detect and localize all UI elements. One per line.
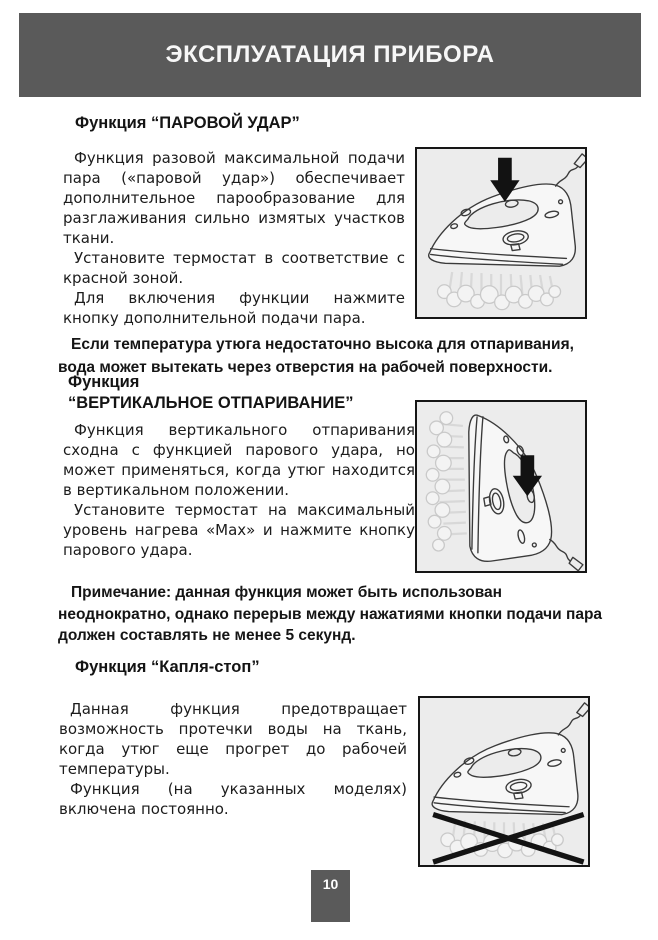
paragraph: Функция вертикального отпаривания сходна с функцией парового удара, но может применяться, когда утюг находится в вертикальном положении. (63, 421, 415, 499)
section-heading-vertical-steam (68, 372, 353, 414)
figure-drip-stop (418, 696, 590, 867)
figure-steam-burst (415, 147, 587, 319)
iron-line-art (432, 703, 588, 815)
paragraph: Данная функция предотвращает возможность протечки воды на ткань, когда утюг еще прогрет до рабочей температуры. (59, 700, 407, 778)
heading-line: “ВЕРТИКАЛЬНОЕ ОТПАРИВАНИЕ” (68, 394, 354, 412)
iron-steam-jet-down-arrow-icon (417, 149, 585, 317)
note-text: Примечание: данная функция может быть использован неоднократно, однако перерыв между нажатиями кнопки подачи пара должен составлять не менее 5 секунд. (58, 584, 603, 644)
steam-clouds (438, 285, 561, 310)
steam-clouds (426, 412, 452, 551)
paragraph: Функция разовой максимальной подачи пара («паровой удар») обеспечивает дополнительное парообразование для разглаживания сильно измятых участков ткани. (63, 149, 405, 247)
vertical-iron-steam-left-down-arrow-icon (417, 402, 585, 571)
warning-text: Если температура утюга недостаточно высока для отпаривания, вода может вытекать через отверстия на рабочей поверхности. (58, 336, 574, 376)
section-heading-drip-stop: Функция “Капля-стоп” (75, 658, 260, 676)
heading-line: Функция (68, 373, 140, 391)
iron-crossed-out-steam-icon (420, 698, 588, 865)
paragraph: Установите термостат в соответствие с красной зоной. (63, 249, 405, 287)
drip-stop-text (59, 699, 407, 819)
page-number: 10 (322, 876, 339, 892)
section-heading-steam-burst: Функция “ПАРОВОЙ УДАР” (75, 114, 300, 132)
paragraph: Функция (на указанных моделях) включена постоянно. (59, 780, 407, 818)
page-title: ЭКСПЛУАТАЦИЯ ПРИБОРА (165, 41, 495, 68)
page-number-badge (311, 870, 350, 922)
page-header-banner (19, 13, 641, 97)
steam-burst-text (63, 148, 405, 328)
paragraph: Установите термостат на максимальный уровень нагрева «Max» и нажмите кнопку парового удара. (63, 501, 415, 559)
paragraph: Для включения функции нажмите кнопку дополнительной подачи пара. (63, 289, 405, 327)
vertical-steam-text (63, 420, 415, 560)
figure-vertical-steam (415, 400, 587, 573)
